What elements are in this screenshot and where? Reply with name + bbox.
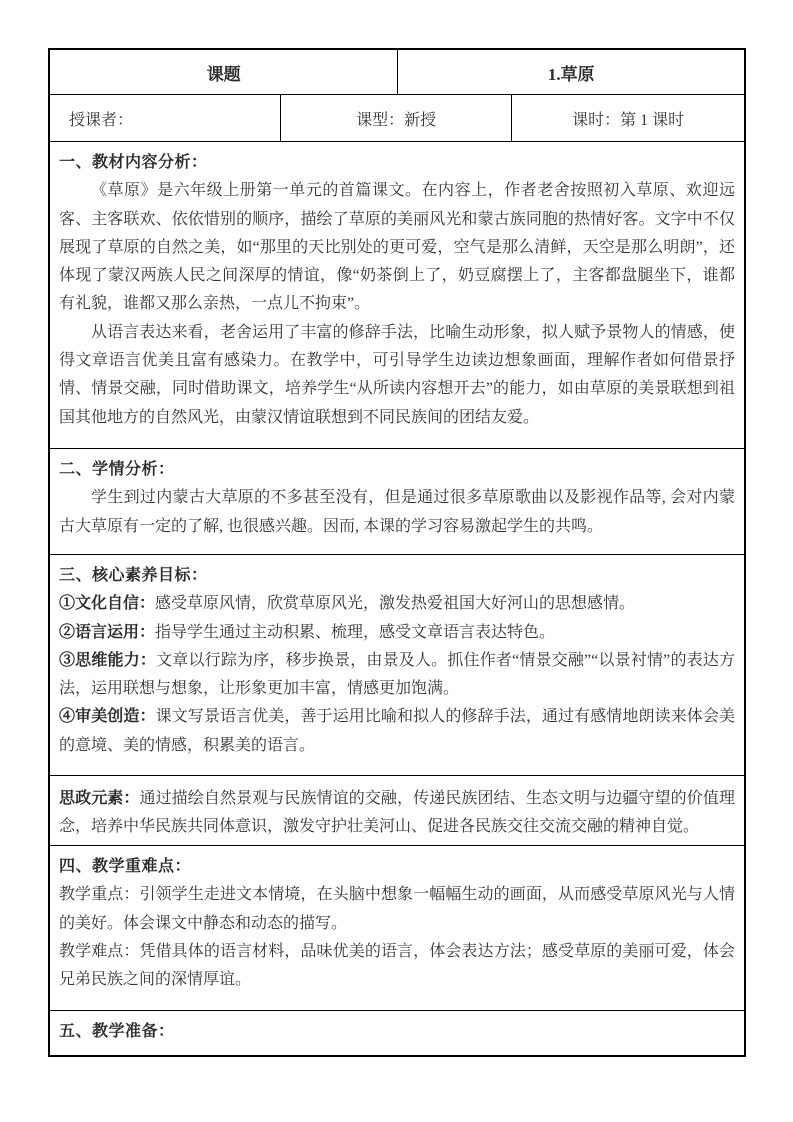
topic-label-cell (50, 50, 398, 94)
meta-row (50, 95, 744, 142)
section-preparation-heading: 五、教学准备： (59, 1023, 175, 1040)
session-cell (512, 95, 744, 141)
core-goal-item-3-text: 文章以行踪为序，移步换景，由景及人。抓住作者“情景交融”“以景衬情”的表达方法，运用联想与想象，让形象更加丰富，情感更加饱满。 (59, 651, 735, 698)
core-goal-item-4-text: 课文写景语言优美，善于运用比喻和拟人的修辞手法，通过有感情地朗读来体会美的意境、美的情感，积累美的语言。 (59, 708, 735, 754)
section-preparation (50, 1011, 744, 1055)
teaching-difficult-point: 教学难点：凭借具体的语言材料，品味优美的语言，体会表达方法；感受草原的美丽可爱，体会兄弟民族之间的深情厚谊。 (59, 942, 735, 989)
ideology-paragraph (59, 785, 735, 842)
section-key-difficulties (50, 846, 744, 1011)
topic-value-cell (398, 50, 744, 94)
section-core-goals (50, 555, 744, 776)
core-goal-item-3-label: ③思维能力： (59, 651, 157, 669)
session-text: 课时：第 1 课时 (572, 111, 685, 129)
core-goal-item-4 (59, 703, 735, 760)
core-goal-item-2 (59, 619, 735, 647)
lesson-plan-table (48, 48, 746, 1057)
core-goal-item-1 (59, 590, 735, 618)
core-goal-item-2-label: ②语言运用： (59, 623, 156, 641)
ideology-label: 思政元素： (59, 790, 140, 807)
core-goal-item-1-text: 感受草原风情，欣赏草原风光，激发热爱祖国大好河山的思想感情。 (155, 595, 636, 613)
core-goal-item-4-label: ④审美创造： (59, 708, 156, 726)
course-type-text: 课型：新授 (356, 111, 437, 129)
topic-row (50, 50, 744, 95)
material-analysis-paragraph-2: 从语言表达来看，老舍运用了丰富的修辞手法，比喻生动形象，拟人赋予景物人的情感，使得文章语言优美且富有感染力。在教学中，可引导学生边读边想象画面，理解作者如何借景抒情、情景交融，同时借助课文，培养学生“从所读内容想开去”的能力，如由草原的美景联想到祖国其他地方的自然风光，由蒙汉情谊联想到不同民族间的团结友爱。 (59, 323, 735, 426)
topic-value: 1.草原 (547, 64, 595, 84)
section-material-analysis-heading: 一、教材内容分析： (59, 154, 208, 171)
learner-analysis-paragraph: 学生到过内蒙古大草原的不多甚至没有，但是通过很多草原歌曲以及影视作品等, 会对内蒙古大草原有一定的了解, 也很感兴趣。因而, 本课的学习容易激起学生的共鸣。 (59, 489, 735, 535)
section-learner-analysis (50, 449, 744, 555)
topic-label: 课题 (206, 64, 241, 84)
teacher-label: 授课者： (69, 111, 134, 129)
core-goal-item-1-label: ①文化自信： (59, 595, 156, 613)
section-key-difficulties-heading: 四、教学重难点： (59, 858, 192, 875)
ideology-text: 通过描绘自然景观与民族情谊的交融，传递民族团结、生态文明与边疆守望的价值理念，培养中华民族共同体意识，激发守护壮美河山、促进各民族交往交流交融的精神自觉。 (59, 790, 735, 836)
material-analysis-paragraph-1: 《草原》是六年级上册第一单元的首篇课文。在内容上，作者老舍按照初入草原、欢迎远客、主客联欢、依依惜别的顺序，描绘了草原的美丽风光和蒙古族同胞的热情好客。文字中不仅展现了草原的自然之美，如“那里的天比别处的更可爱，空气是那么清鲜，天空是那么明朗”，还体现了蒙汉两族人民之间深厚的情谊，像“奶茶倒上了，奶豆腐摆上了，主客都盘腿坐下，谁都有礼貌，谁都又那么亲热，一点儿不拘束”。 (59, 182, 735, 313)
section-ideology-elements (50, 776, 744, 846)
core-goal-item-3 (59, 647, 735, 704)
section-core-goals-heading: 三、核心素养目标： (59, 567, 208, 584)
teacher-cell (50, 95, 281, 141)
course-type-cell (281, 95, 512, 141)
section-material-analysis (50, 142, 744, 449)
teaching-key-point: 教学重点：引领学生走进文本情境，在头脑中想象一幅幅生动的画面，从而感受草原风光与人情的美好。体会课文中静态和动态的描写。 (59, 886, 735, 932)
section-learner-analysis-heading: 二、学情分析： (59, 461, 175, 478)
core-goal-item-2-text: 指导学生通过主动积累、梳理，感受文章语言表达特色。 (155, 623, 556, 641)
